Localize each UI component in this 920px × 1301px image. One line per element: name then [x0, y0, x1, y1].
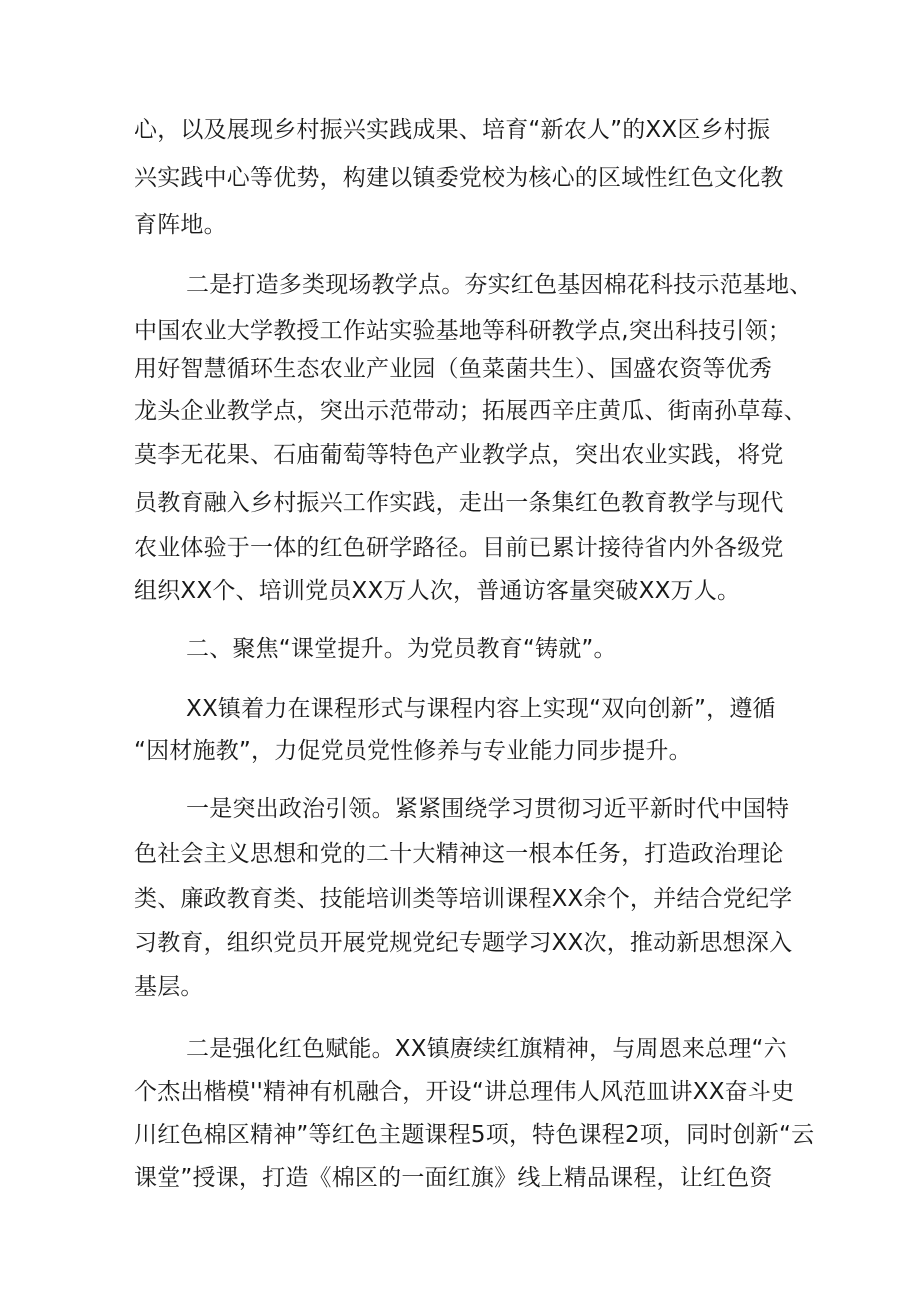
paragraph-2-line-8: 组织XX个、培训党员XX万人次，普通访客量突破XX万人。: [134, 578, 741, 604]
paragraph-5-line-4: 课堂”授课，打造《棉区的一面红旗》线上精品课程，让红色资: [134, 1165, 773, 1191]
paragraph-1-line-1: 心，以及展现乡村振兴实践成果、培育“新农人”的XX区乡村振: [134, 117, 771, 143]
paragraph-4-line-1: 一是突出政治引领。紧紧围绕学习贯彻习近平新时代中国特: [186, 796, 790, 822]
paragraph-5-line-1: 二是强化红色赋能。XX镇赓续红旗精神，与周恩来总理“六: [186, 1036, 787, 1062]
paragraph-4-line-4: 习教育，组织党员开展党规党纪专题学习XX次，推动新思想深入: [134, 930, 793, 956]
paragraph-2-line-6: 员教育融入乡村振兴工作实践，走出一条集红色教育教学与现代: [134, 490, 784, 516]
paragraph-2-line-7: 农业体验于一体的红色研学路径。目前已累计接待省内外各级党: [134, 535, 784, 561]
paragraph-2-line-3: 用好智慧循环生态农业产业园（鱼菜菌共生）、国盛农资等优秀: [134, 356, 773, 382]
paragraph-4-line-3: 类、廉政教育类、技能培训类等培训课程XX余个，并结合党纪学: [134, 886, 793, 912]
paragraph-3-line-1: XX镇着力在课程形式与课程内容上实现“双向创新”，遵循: [186, 696, 776, 722]
paragraph-2-line-1: 二是打造多类现场教学点。夯实红色基因棉花科技示范基地、: [186, 272, 813, 298]
paragraph-1-line-2: 兴实践中心等优势，构建以镇委党校为核心的区域性红色文化教: [134, 165, 784, 191]
section-heading: 二、聚焦“课堂提升。为党员教育“铸就”。: [186, 636, 617, 662]
paragraph-5-line-3: 川红色棉区精神”等红色主题课程5项，特色课程2项，同时创新“云: [134, 1122, 815, 1148]
paragraph-5-line-2: 个杰出楷模''精神有机融合，开设“讲总理伟人风范皿讲XX奋斗史: [134, 1079, 795, 1105]
paragraph-3-line-2: “因材施教”，力促党员党性修养与专业能力同步提升。: [134, 738, 692, 764]
paragraph-2-line-5: 莫李无花果、石庙葡萄等特色产业教学点，突出农业实践，将党: [134, 442, 784, 468]
paragraph-2-line-2: 中国农业大学教授工作站实验基地等科研教学点,突出科技引领；: [134, 318, 792, 344]
paragraph-1-line-3: 育阵地。: [134, 212, 227, 238]
paragraph-4-line-5: 基层。: [134, 974, 204, 1000]
paragraph-2-line-4: 龙头企业教学点，突出示范带动；拓展西辛庄黄瓜、街南孙草莓、: [134, 398, 807, 424]
paragraph-4-line-2: 色社会主义思想和党的二十大精神这一根本任务，打造政治理论: [134, 841, 784, 867]
